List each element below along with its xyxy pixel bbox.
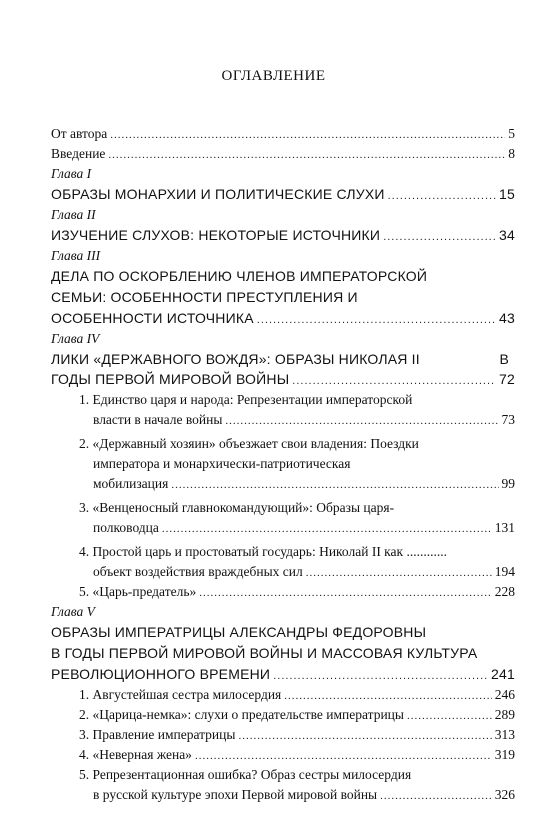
leader-dots [199,587,492,599]
section-title-line: 4. Простой царь и простоватый государь: Николай II как ............ [79,544,447,559]
leader-dots [162,523,492,535]
page-number: 15 [499,186,515,202]
page-number: 8 [508,146,515,161]
page-number: 72 [499,371,515,387]
leader-dots [284,690,491,702]
leader-dots [306,567,492,579]
section-title: мобилизация [93,476,169,491]
chapter-label: Глава III [51,248,101,263]
section-title: власти в начале войны [93,412,223,427]
section-title: 4. «Неверная жена» [79,747,192,762]
section-5-1[interactable] [79,687,515,707]
page-number: 313 [494,727,515,742]
section-title-line: императора и монархически-патриотическая [93,456,351,471]
section-4-2[interactable] [79,436,515,496]
page-number: 319 [494,747,515,762]
chapter-title: РЕВОЛЮЦИОННОГО ВРЕМЕНИ [51,666,271,682]
section-4-4[interactable] [79,544,515,584]
section-title-line: 1. Единство царя и народа: Репрезентации императорской [79,392,413,407]
leader-dots [407,710,492,722]
page-number: 43 [499,310,515,326]
leader-dots [171,479,498,491]
section-5-4[interactable] [79,747,515,767]
chapter-4-entry[interactable] [51,351,515,392]
page-number: 99 [501,476,515,491]
page-number: 246 [494,687,515,702]
chapter-2-entry[interactable] [51,227,515,248]
chapter-title: ОБРАЗЫ МОНАРХИИ И ПОЛИТИЧЕСКИЕ СЛУХИ [51,186,385,202]
chapter-title-line: В ГОДЫ ПЕРВОЙ МИРОВОЙ ВОЙНЫ И МАССОВАЯ КУЛЬТУРА [51,645,478,661]
leader-dots [380,790,492,802]
leader-dots [108,149,505,161]
section-title: 2. «Царица-немка»: слухи о предательстве императрицы [79,707,404,722]
chapter-5-entry[interactable] [51,624,515,687]
section-title-line: 2. «Державный хозяин» объезжает свои владения: Поездки [79,436,419,451]
chapter-title: ОСОБЕННОСТИ ИСТОЧНИКА [51,310,254,326]
page-number: 131 [494,520,515,535]
chapter-title-line: ОБРАЗЫ ИМПЕРАТРИЦЫ АЛЕКСАНДРЫ ФЕДОРОВНЫ [51,624,427,640]
page-number: 34 [499,227,515,243]
leader-dots [273,670,488,682]
leader-dots [257,314,496,326]
chapter-title-line: ДЕЛА ПО ОСКОРБЛЕНИЮ ЧЛЕНОВ ИМПЕРАТОРСКОЙ [51,268,428,284]
leader-dots [292,375,496,387]
page-number: 228 [494,584,515,599]
chapter-title-line: СЕМЬИ: ОСОБЕННОСТИ ПРЕСТУПЛЕНИЯ И [51,289,358,305]
chapter-label: Глава I [51,166,92,181]
section-4-1[interactable] [79,392,515,432]
page-number: 241 [491,666,515,682]
chapter-label: Глава IV [51,331,100,346]
leader-dots [110,129,505,141]
chapter-3-entry[interactable] [51,268,515,331]
section-5-3[interactable] [79,727,515,747]
chapter-title-line: В [499,351,509,367]
section-title: 3. Правление императрицы [79,727,236,742]
toc-title: ОГЛАВЛЕНИЕ [221,68,326,84]
leader-dots [225,415,498,427]
leader-dots [388,190,496,202]
section-title: 1. Августейшая сестра милосердия [79,687,282,702]
section-5-5[interactable] [79,767,515,807]
leader-dots [383,231,496,243]
section-5-2[interactable] [79,707,515,727]
entry-text: Введение [51,146,106,161]
page-number: 5 [508,126,515,141]
page-number: 289 [494,707,515,722]
table-of-contents [51,126,515,807]
leader-dots [238,730,491,742]
entry-text: От автора [51,126,108,141]
chapter-title: ГОДЫ ПЕРВОЙ МИРОВОЙ ВОЙНЫ [51,371,290,387]
section-title: объект воздействия враждебных сил [93,564,303,579]
chapter-title: ИЗУЧЕНИЕ СЛУХОВ: НЕКОТОРЫЕ ИСТОЧНИКИ [51,227,381,243]
page-number: 73 [501,412,515,427]
chapter-title-line: ЛИКИ «ДЕРЖАВНОГО ВОЖДЯ»: ОБРАЗЫ НИКОЛАЯ II [51,351,420,367]
section-4-3[interactable] [79,500,515,540]
page-number: 194 [494,564,515,579]
section-4-5[interactable] [79,584,515,604]
section-title: полководца [93,520,159,535]
section-title: в русской культуре эпохи Первой мировой войны [93,787,378,802]
chapter-label: Глава V [51,604,95,619]
section-title-line: 3. «Венценосный главнокомандующий»: Образы царя- [79,500,395,515]
chapter-label: Глава II [51,207,96,222]
page-number: 326 [494,787,515,802]
chapter-1-entry[interactable] [51,186,515,207]
leader-dots [195,750,492,762]
toc-entry-intro[interactable] [51,146,515,166]
toc-entry-author[interactable] [51,126,515,146]
section-title: 5. «Царь-предатель» [79,584,197,599]
section-title-line: 5. Репрезентационная ошибка? Образ сестры милосердия [79,767,412,782]
